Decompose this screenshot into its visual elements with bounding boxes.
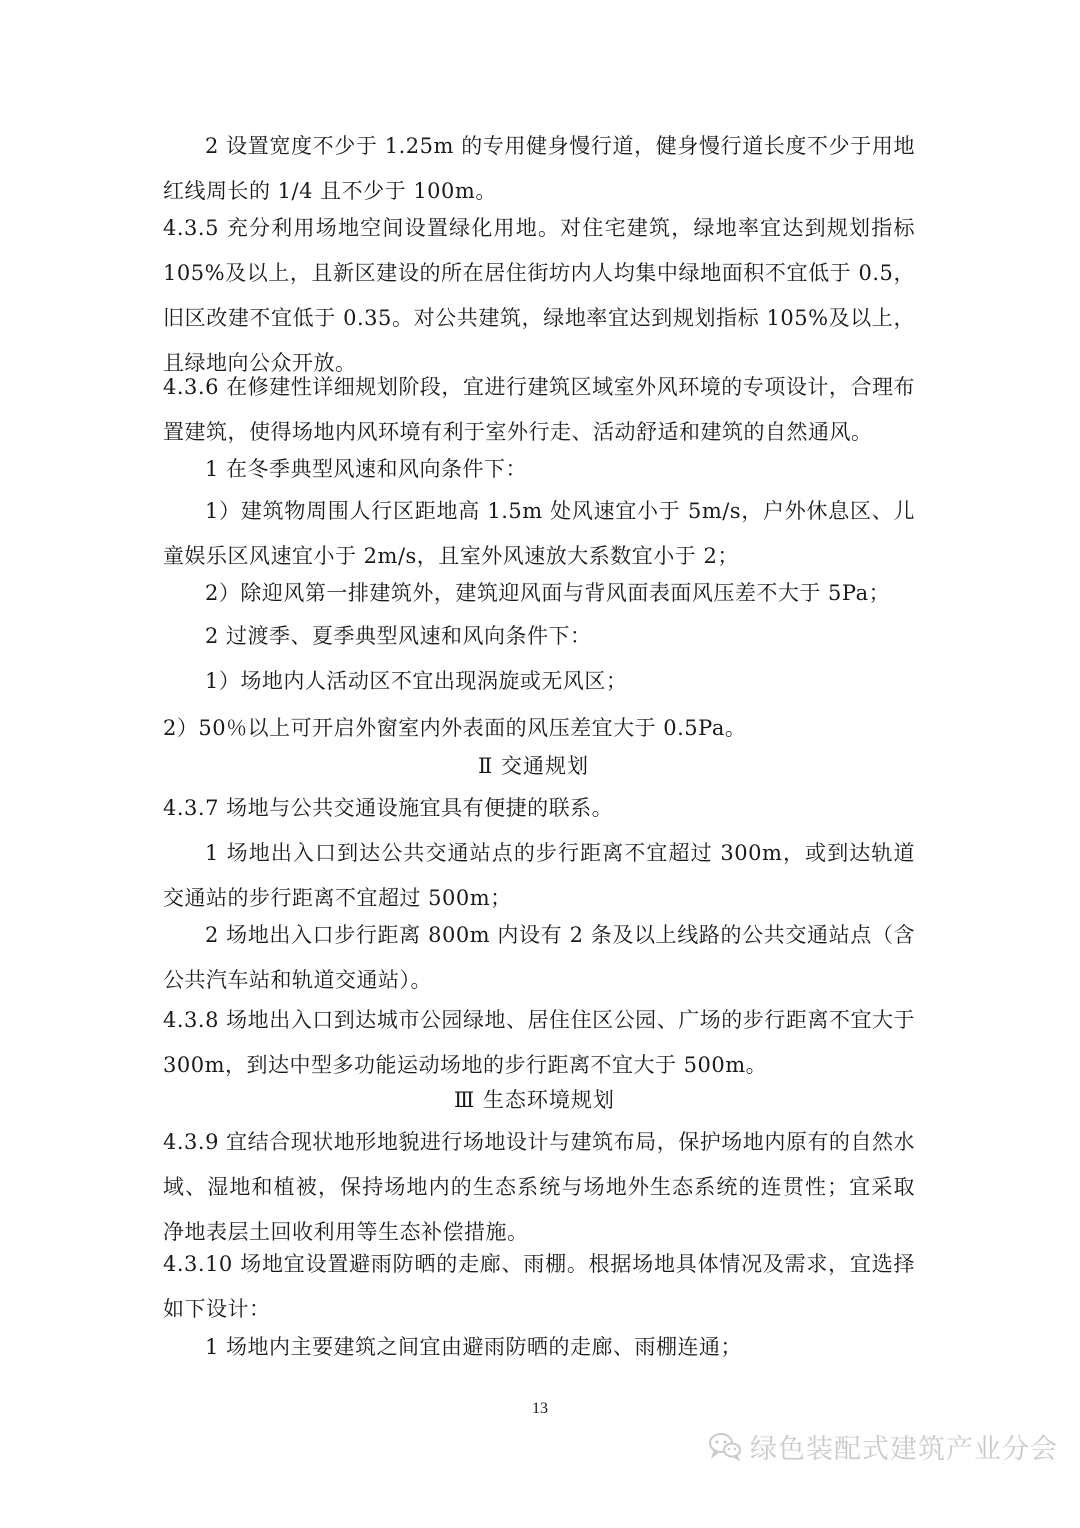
clause-4-3-6-item-2: 2 过渡季、夏季典型风速和风向条件下：: [205, 624, 592, 648]
clause-4-3-8: 4.3.8 场地出入口到达城市公园绿地、居住住区公园、广场的步行距离不宜大于 300m，到达中型多功能运动场地的步行距离不宜大于 500m。: [163, 1008, 915, 1077]
clause-fitness-track: 2 设置宽度不少于 1.25m 的专用健身慢行道，健身慢行道长度不少于用地红线周长的 1/4 且不少于 100m。: [163, 134, 915, 203]
clause-4-3-7-item-1: 1 场地出入口到达公共交通站点的步行距离不宜超过 300m，或到达轨道交通站的步行距离不宜超过 500m；: [163, 841, 915, 910]
clause-4-3-6-item-1-sub-2: 2）除迎风第一排建筑外，建筑迎风面与背风面表面风压差不大于 5Pa；: [205, 581, 891, 605]
page-number: 13: [532, 1400, 548, 1417]
clause-4-3-7-item-2: 2 场地出入口步行距离 800m 内设有 2 条及以上线路的公共交通站点（含公共汽车站和轨道交通站）。: [163, 923, 915, 992]
watermark-text: 绿色装配式建筑产业分会: [750, 1433, 1058, 1465]
section-heading-ecology: Ⅲ 生态环境规划: [454, 1088, 615, 1112]
watermark: [708, 1428, 1058, 1464]
clause-4-3-6-item-1: 1 在冬季典型风速和风向条件下：: [205, 457, 528, 481]
clause-4-3-6: 4.3.6 在修建性详细规划阶段，宜进行建筑区域室外风环境的专项设计，合理布置建筑，使得场地内风环境有利于室外行走、活动舒适和建筑的自然通风。: [163, 375, 915, 444]
clause-4-3-6-item-2-sub-1: 1）场地内人活动区不宜出现涡旋或无风区；: [205, 669, 628, 693]
clause-4-3-6-item-1-sub-1: 1）建筑物周围人行区距地高 1.5m 处风速宜小于 5m/s，户外休息区、儿童娱乐区风速宜小于 2m/s，且室外风速放大系数宜小于 2；: [163, 499, 915, 568]
clause-4-3-10: 4.3.10 场地宜设置避雨防晒的走廊、雨棚。根据场地具体情况及需求，宜选择如下设计：: [163, 1252, 915, 1321]
clause-4-3-10-item-1: 1 场地内主要建筑之间宜由避雨防晒的走廊、雨棚连通；: [205, 1335, 743, 1359]
clause-4-3-6-item-2-sub-2: 2）50％以上可开启外窗室内外表面的风压差宜大于 0.5Pa。: [163, 716, 747, 740]
clause-4-3-7: 4.3.7 场地与公共交通设施宜具有便捷的联系。: [163, 796, 614, 820]
section-heading-transport: Ⅱ 交通规划: [478, 754, 589, 778]
wechat-icon: [708, 1431, 742, 1461]
clause-4-3-5: 4.3.5 充分利用场地空间设置绿化用地。对住宅建筑，绿地率宜达到规划指标 105%及以上，且新区建设的所在居住街坊内人均集中绿地面积不宜低于 0.5，旧区改建不宜低于 0.35。对公共建筑，绿地率宜达到规划指标 105%及以上，且绿地向公众开放。: [163, 216, 915, 375]
clause-4-3-9: 4.3.9 宜结合现状地形地貌进行场地设计与建筑布局，保护场地内原有的自然水域、湿地和植被，保持场地内的生态系统与场地外生态系统的连贯性；宜采取净地表层土回收利用等生态补偿措施。: [163, 1130, 915, 1244]
